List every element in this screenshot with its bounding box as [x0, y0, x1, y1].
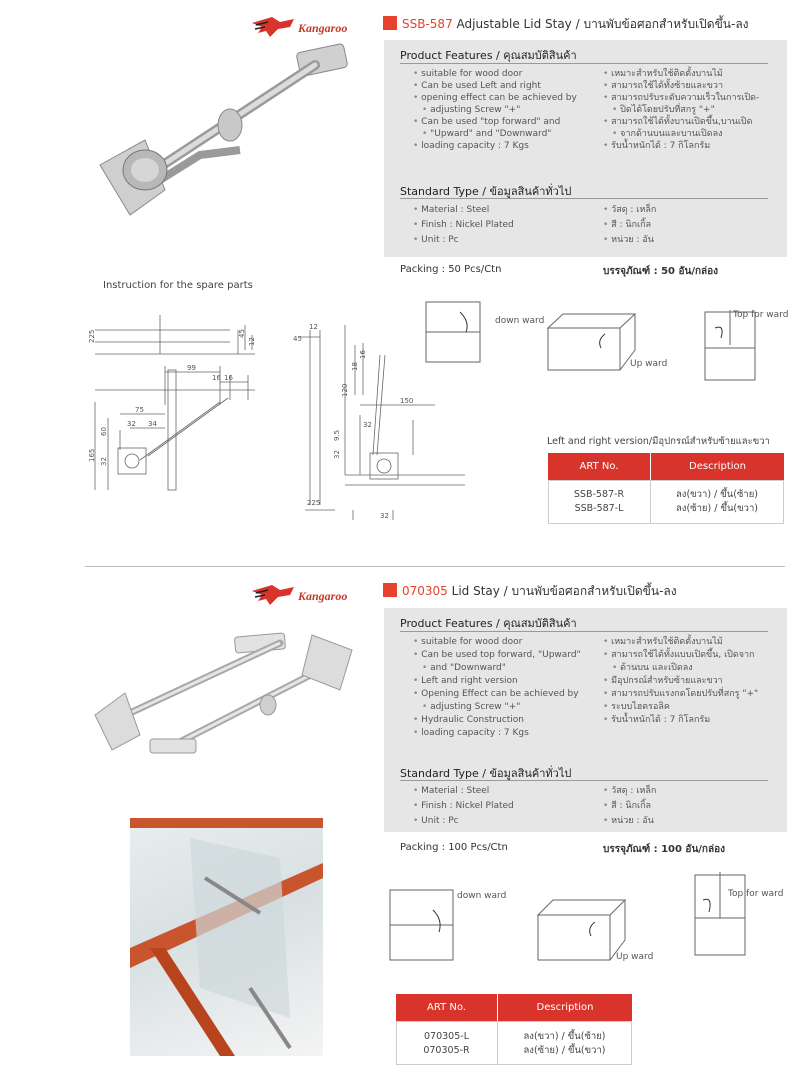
- direction-diagrams: [420, 300, 790, 390]
- svg-text:60: 60: [100, 427, 108, 436]
- svg-text:down ward: down ward: [495, 316, 545, 326]
- table-cell: 070305-L: [424, 1031, 469, 1042]
- svg-text:32: 32: [380, 512, 389, 520]
- svg-text:32: 32: [100, 457, 108, 466]
- divider: [400, 198, 768, 199]
- svg-text:Kangaroo: Kangaroo: [298, 21, 348, 35]
- table-divider: [497, 1021, 498, 1065]
- version-label: Left and right version/มีอุปกรณ์สำหรับซ้ายและขวา: [547, 436, 770, 447]
- section-divider: [85, 566, 785, 567]
- svg-text:99: 99: [187, 364, 196, 372]
- svg-text:Up ward: Up ward: [630, 359, 668, 369]
- table-cell: 070305-R: [423, 1045, 470, 1056]
- direction-diagrams: [385, 870, 790, 965]
- table-header-art: ART No.: [548, 453, 650, 480]
- features-th-list: • เหมาะสำหรับใช้ติดตั้งบานไม้ • สามารถใช้ได้ทั้งซ้ายและขวา • สามารถปรับระดับความเร็วในการเปิด- • ปิดได้โดยปรับที่สกรู "+" • สามารถใช้ได้ทั้งบานเปิดขึ้น,บานเปิด • จากด้านบนและบานเปิดลง • รับน้ำหนักได้ : 7 กิโลกรัม: [603, 68, 759, 152]
- table-cell: ลง(ซ้าย) / ขึ้น(ขวา): [523, 1045, 606, 1056]
- standard-th-list: • วัสดุ : เหล็ก • สี : นิกเกิ้ล • หน่วย : อัน: [603, 203, 656, 248]
- standard-en-list: • Material : Steel • Finish : Nickel Plated • Unit : Pc: [413, 784, 514, 829]
- table-cell: SSB-587-L: [574, 503, 624, 514]
- technical-drawing-left: [80, 310, 265, 520]
- table-header-desc: Description: [497, 994, 632, 1021]
- features-en-list: • suitable for wood door • Can be used Left and right • opening effect can be achieved by • adjusting Screw "+" • Can be used "top forward" and • "Upward" and "Downward" • loading capacity : 7 Kgs: [413, 68, 577, 152]
- svg-text:225: 225: [307, 499, 321, 507]
- svg-text:16: 16: [212, 374, 221, 382]
- product-title: 070305 Lid Stay / บานพับข้อศอกสำหรับเปิดขึ้น-ลง: [402, 584, 677, 598]
- table-cell: ลง(ขวา) / ขึ้น(ซ้าย): [675, 489, 759, 500]
- svg-text:32: 32: [333, 450, 341, 459]
- table-cell: ลง(ขวา) / ขึ้น(ซ้าย): [523, 1031, 606, 1042]
- svg-text:12: 12: [248, 337, 256, 346]
- product-photo: [90, 30, 370, 230]
- svg-text:75: 75: [135, 406, 144, 414]
- features-th-list: • เหมาะสำหรับใช้ติดตั้งบานไม้ • สามารถใช้ได้ทั้งแบบเปิดขึ้น, เปิดจาก • ด้านบน และเปิดลง • มีอุปกรณ์สำหรับซ้ายและขวา • สามารถปรับแรงกดโดยปรับที่สกรู "+" • ระบบไฮดรอลิค • รับน้ำหนักได้ : 7 กิโลกรัม: [603, 636, 758, 727]
- features-heading: Product Features / คุณสมบัติสินค้า: [400, 49, 577, 62]
- svg-text:Kangaroo: Kangaroo: [298, 589, 348, 603]
- standard-th-list: • วัสดุ : เหล็ก • สี : นิกเกิ้ล • หน่วย : อัน: [603, 784, 656, 829]
- svg-text:9.5: 9.5: [333, 429, 341, 441]
- standard-en-list: • Material : Steel • Finish : Nickel Plated • Unit : Pc: [413, 203, 514, 248]
- svg-text:Up ward: Up ward: [616, 952, 654, 962]
- svg-text:32: 32: [363, 421, 372, 429]
- product-code-marker: [383, 583, 397, 597]
- packing-th: บรรจุภัณฑ์ : 100 อัน/กล่อง: [603, 844, 726, 855]
- product-title: SSB-587 Adjustable Lid Stay / บานพับข้อศอกสำหรับเปิดขึ้น-ลง: [402, 17, 749, 31]
- divider: [400, 631, 768, 632]
- divider: [400, 780, 768, 781]
- features-en-list: • suitable for wood door • Can be used top forward, "Upward" • and "Downward" • Left and right version • Opening Effect can be achieved by • adjusting Screw "+" • Hydraulic Construction • loading capacity : 7 Kgs: [413, 636, 581, 740]
- divider: [400, 63, 768, 64]
- svg-text:120: 120: [341, 383, 349, 397]
- brand-logo: [250, 581, 350, 609]
- table-header-desc: Description: [650, 453, 784, 480]
- svg-text:Top for ward: Top for ward: [733, 310, 789, 320]
- svg-text:12: 12: [309, 323, 318, 331]
- packing-th: บรรจุภัณฑ์ : 50 อัน/กล่อง: [603, 266, 719, 277]
- standard-heading: Standard Type / ข้อมูลสินค้าทั่วไป: [400, 767, 572, 780]
- spare-parts-label: Instruction for the spare parts: [103, 280, 253, 291]
- installation-photo: [130, 818, 323, 1056]
- svg-text:Top for ward: Top for ward: [728, 889, 784, 899]
- table-cell: ลง(ซ้าย) / ขึ้น(ขวา): [675, 503, 759, 514]
- svg-text:16: 16: [224, 374, 233, 382]
- packing-en: Packing : 50 Pcs/Ctn: [400, 264, 502, 275]
- product-code-marker: [383, 16, 397, 30]
- svg-text:32: 32: [127, 420, 136, 428]
- svg-text:16: 16: [359, 350, 367, 359]
- svg-text:down ward: down ward: [457, 891, 507, 901]
- svg-text:165: 165: [88, 448, 96, 462]
- svg-text:45: 45: [238, 329, 246, 338]
- product-photo: [90, 625, 370, 760]
- packing-en: Packing : 100 Pcs/Ctn: [400, 842, 508, 853]
- svg-text:225: 225: [88, 329, 96, 343]
- svg-text:45: 45: [293, 335, 302, 343]
- art-table: [396, 1021, 632, 1065]
- table-header-art: ART No.: [396, 994, 497, 1021]
- standard-heading: Standard Type / ข้อมูลสินค้าทั่วไป: [400, 185, 572, 198]
- svg-text:34: 34: [148, 420, 157, 428]
- svg-text:150: 150: [400, 397, 414, 405]
- features-heading: Product Features / คุณสมบัติสินค้า: [400, 617, 577, 630]
- svg-text:18: 18: [351, 362, 359, 371]
- table-cell: SSB-587-R: [573, 489, 625, 500]
